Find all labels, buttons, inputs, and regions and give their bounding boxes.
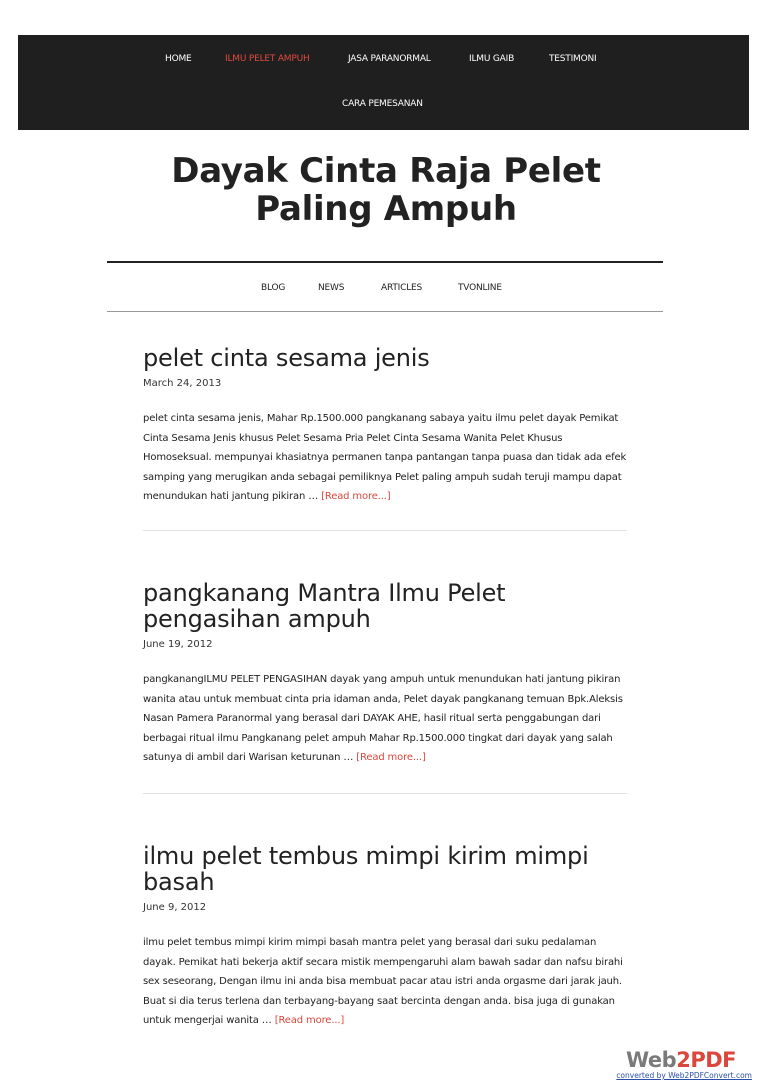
logo-text-2pdf: 2PDF [676,1048,736,1072]
secondary-nav [0,283,768,297]
post-date: March 24, 2013 [143,378,222,389]
post-excerpt [143,670,627,768]
post-excerpt-text: pangkanangILMU PELET PENGASIHAN dayak yang ampuh untuk menundukan hati jantung pikiran wanita atau untuk membuat cinta pria idaman anda, Pelet dayak pangkanang temuan Bpk.Aleksis Nasan Pamera Paranormal yang berasal dari DAYAK AHE, hasil ritual serta penggabungan dari berbagai ritual ilmu Pangkanang pelet ampuh Mahar Rp.1500.000 tingkat dari dayak yang salah satunya di ambil dari Warisan keturunan … [143,674,623,763]
nav-item-home[interactable]: HOME [165,54,192,64]
top-navigation-bar [18,35,749,130]
post-2 [143,580,627,768]
post-title[interactable]: pelet cinta sesama jenis [143,344,430,372]
post-3 [143,843,627,1031]
web2pdf-logo [626,1048,736,1072]
post-separator [143,793,627,794]
top-nav-row [18,54,749,68]
nav-item-ilmu-gaib[interactable]: ILMU GAIB [469,54,515,64]
post-title[interactable]: ilmu pelet tembus mimpi kirim mimpi basah [143,842,589,896]
nav-item-testimoni[interactable]: TESTIMONI [549,54,597,64]
read-more-link[interactable]: [Read more...] [356,752,426,763]
divider [107,311,663,312]
nav-item-jasa-paranormal[interactable]: JASA PARANORMAL [348,54,431,64]
post-title[interactable]: pangkanang Mantra Ilmu Pelet pengasihan ampuh [143,579,506,633]
post-excerpt-text: pelet cinta sesama jenis, Mahar Rp.1500.000 pangkanang sabaya yaitu ilmu pelet dayak Pemikat Cinta Sesama Jenis khusus Pelet Sesama Pria Pelet Cinta Sesama Wanita Pelet Khusus Homoseksual. mempunyai khasiatnya permanen tanpa pantangan tanpa puasa dan tidak ada efek samping yang merugikan anda sebagai pemiliknya Pelet paling ampuh sudah teruji mampu dapat menundukan hati jantung pikiran … [143,413,627,502]
subnav-item-tvonline[interactable]: TVONLINE [458,283,502,293]
divider [107,261,663,263]
post-separator [143,530,627,531]
nav-item-cara-pemesanan[interactable]: CARA PEMESANAN [342,99,423,109]
subnav-item-blog[interactable]: BLOG [261,283,286,293]
read-more-link[interactable]: [Read more...] [321,491,391,502]
subnav-item-news[interactable]: NEWS [318,283,345,293]
post-excerpt [143,409,627,507]
top-nav-row-2 [18,99,749,113]
logo-text-web: Web [626,1048,677,1072]
post-date: June 9, 2012 [143,902,207,913]
site-title[interactable]: Dayak Cinta Raja Pelet Paling Ampuh [171,151,601,229]
post-1 [143,345,627,507]
post-excerpt [143,933,627,1031]
post-excerpt-text: ilmu pelet tembus mimpi kirim mimpi basah mantra pelet yang berasal dari suku pedalaman dayak. Pemikat hati bekerja aktif secara mistik mempengaruhi alam bawah sadar dan nafsu birahi sex seseorang, Dengan ilmu ini anda bisa membuat pacar atau istri anda orgasme dari jarak jauh. Buat si dia terus terlena dan terbayang-bayang saat bercinta dengan anda. bisa juga di gunakan untuk mengerjai wanita … [143,937,623,1026]
nav-item-ilmu-pelet-ampuh[interactable]: ILMU PELET AMPUH [225,54,310,64]
read-more-link[interactable]: [Read more...] [274,1015,345,1026]
web2pdf-link[interactable]: converted by Web2PDFConvert.com [616,1071,752,1080]
post-date: June 19, 2012 [143,639,213,650]
subnav-item-articles[interactable]: ARTICLES [381,283,423,293]
